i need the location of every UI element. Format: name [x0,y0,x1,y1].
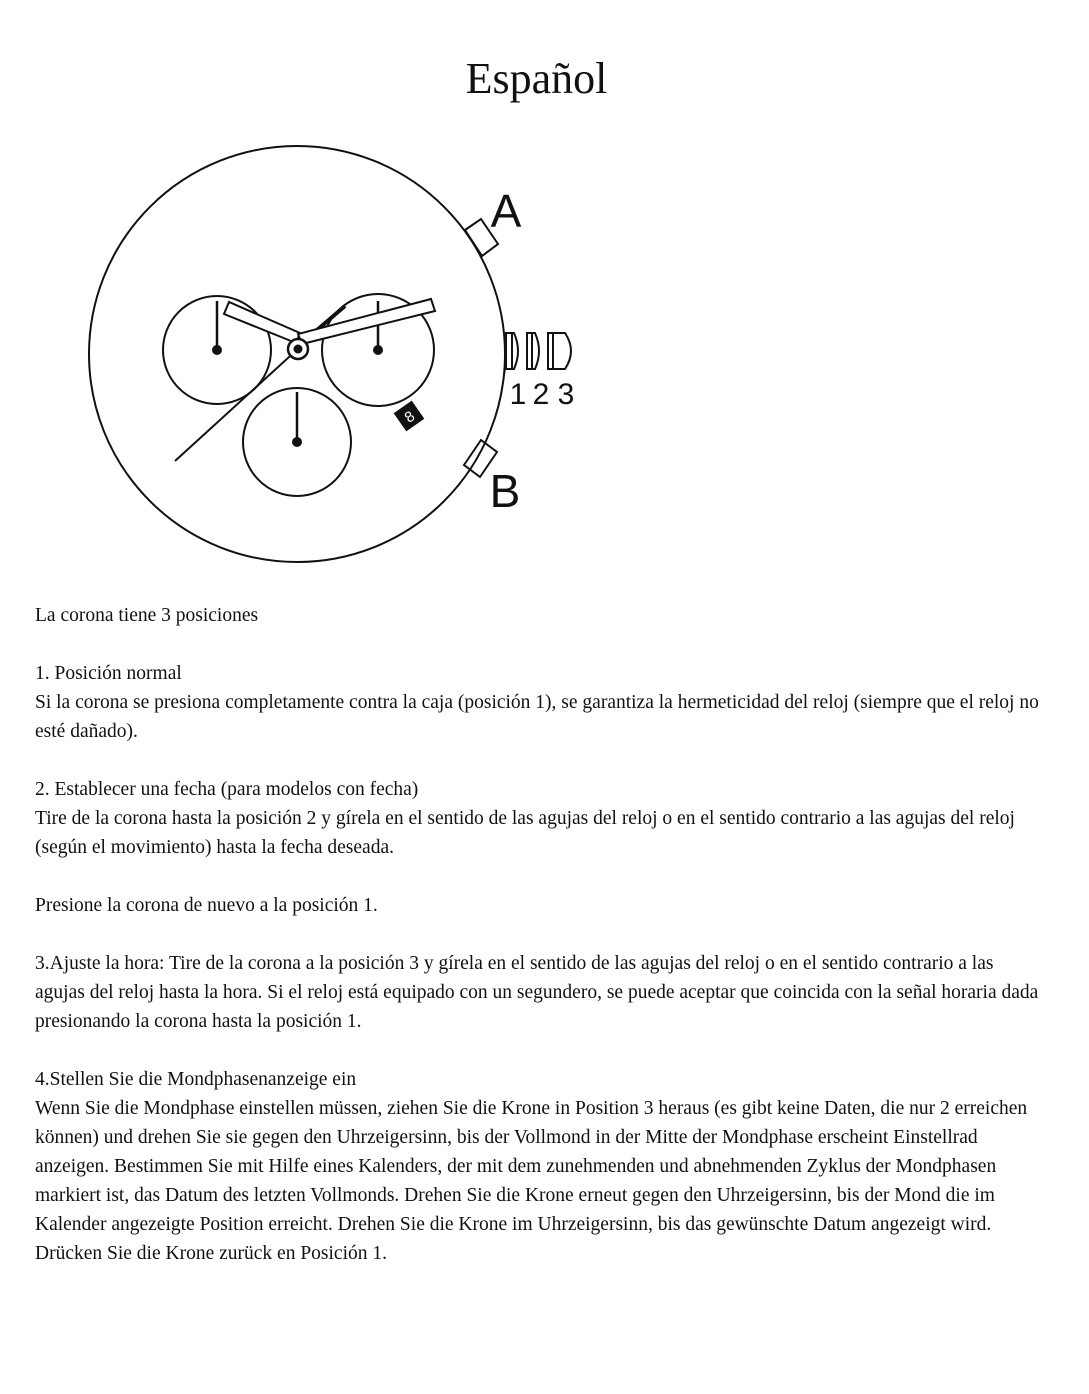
minute-hand [298,299,435,344]
section-1-heading: 1. Posición normal [35,663,182,684]
date-window [394,401,425,432]
crown-position-3: 3 [557,378,575,411]
hour-hand [224,302,300,343]
watch-diagram [0,0,1089,600]
section-4-body: Wenn Sie die Mondphase einstellen müssen, ziehen Sie die Krone in Position 3 heraus (es gibt keine Daten, die nur 2 erreichen können) und drehen Sie sie gegen den Uhrzeigersinn, bis der Vollmond in der Mitte der Mondphase erscheint Einstellrad anzeigen. Bestimmen Sie mit Hilfe eines Kalenders, der mit dem zunehmenden und abnehmenden Zyklus der Mondphasen markiert ist, das Datum des letzten Vollmonds. Drehen Sie die Krone erneut gegen den Uhrzeigersinn, bis der Mond die im Kalender angezeigte Position erreicht. Drehen Sie die Krone im Uhrzeigersinn, bis das gewünschte Datum angezeigt wird. Drücken Sie die Krone zurück en Posición 1. [35,1098,1028,1264]
crown-position-1: 1 [509,378,527,411]
section-2-body: Tire de la corona hasta la posición 2 y gírela en el sentido de las agujas del reloj o en el sentido contrario a las agujas del reloj (según el movimiento) hasta la fecha deseada. [35,808,1015,858]
section-1-body: Si la corona se presiona completamente contra la caja (posición 1), se garantiza la hermeticidad del reloj (siempre que el reloj no esté dañado). [35,692,1039,742]
subdial-bottom-pivot [292,437,302,447]
section-4-heading: 4.Stellen Sie die Mondphasenanzeige ein [35,1069,357,1090]
instructions [35,601,1045,1268]
crown-label-b: B [489,465,521,517]
crown-position-2: 2 [532,378,550,411]
section-3-body: 3.Ajuste la hora: Tire de la corona a la posición 3 y gírela en el sentido de las agujas del reloj o en el sentido contrario a las agujas del reloj hasta la hora. Si el reloj está equipado con un segundero, se puede aceptar que coincida con la señal horaria dada presionando la corona hasta la posición 1. [35,953,1039,1032]
section-2-note: Presione la corona de nuevo a la posición 1. [35,895,378,916]
main-hands [175,299,435,461]
section-2-heading: 2. Establecer una fecha (para modelos con fecha) [35,779,419,800]
crown-label-a: A [490,185,522,237]
subdial-right-pivot [373,345,383,355]
date-window-digit: 8 [401,407,419,427]
subdial-left-pivot [212,345,222,355]
intro-text: La corona tiene 3 posiciones [35,605,259,626]
page-title: Español [465,54,608,103]
